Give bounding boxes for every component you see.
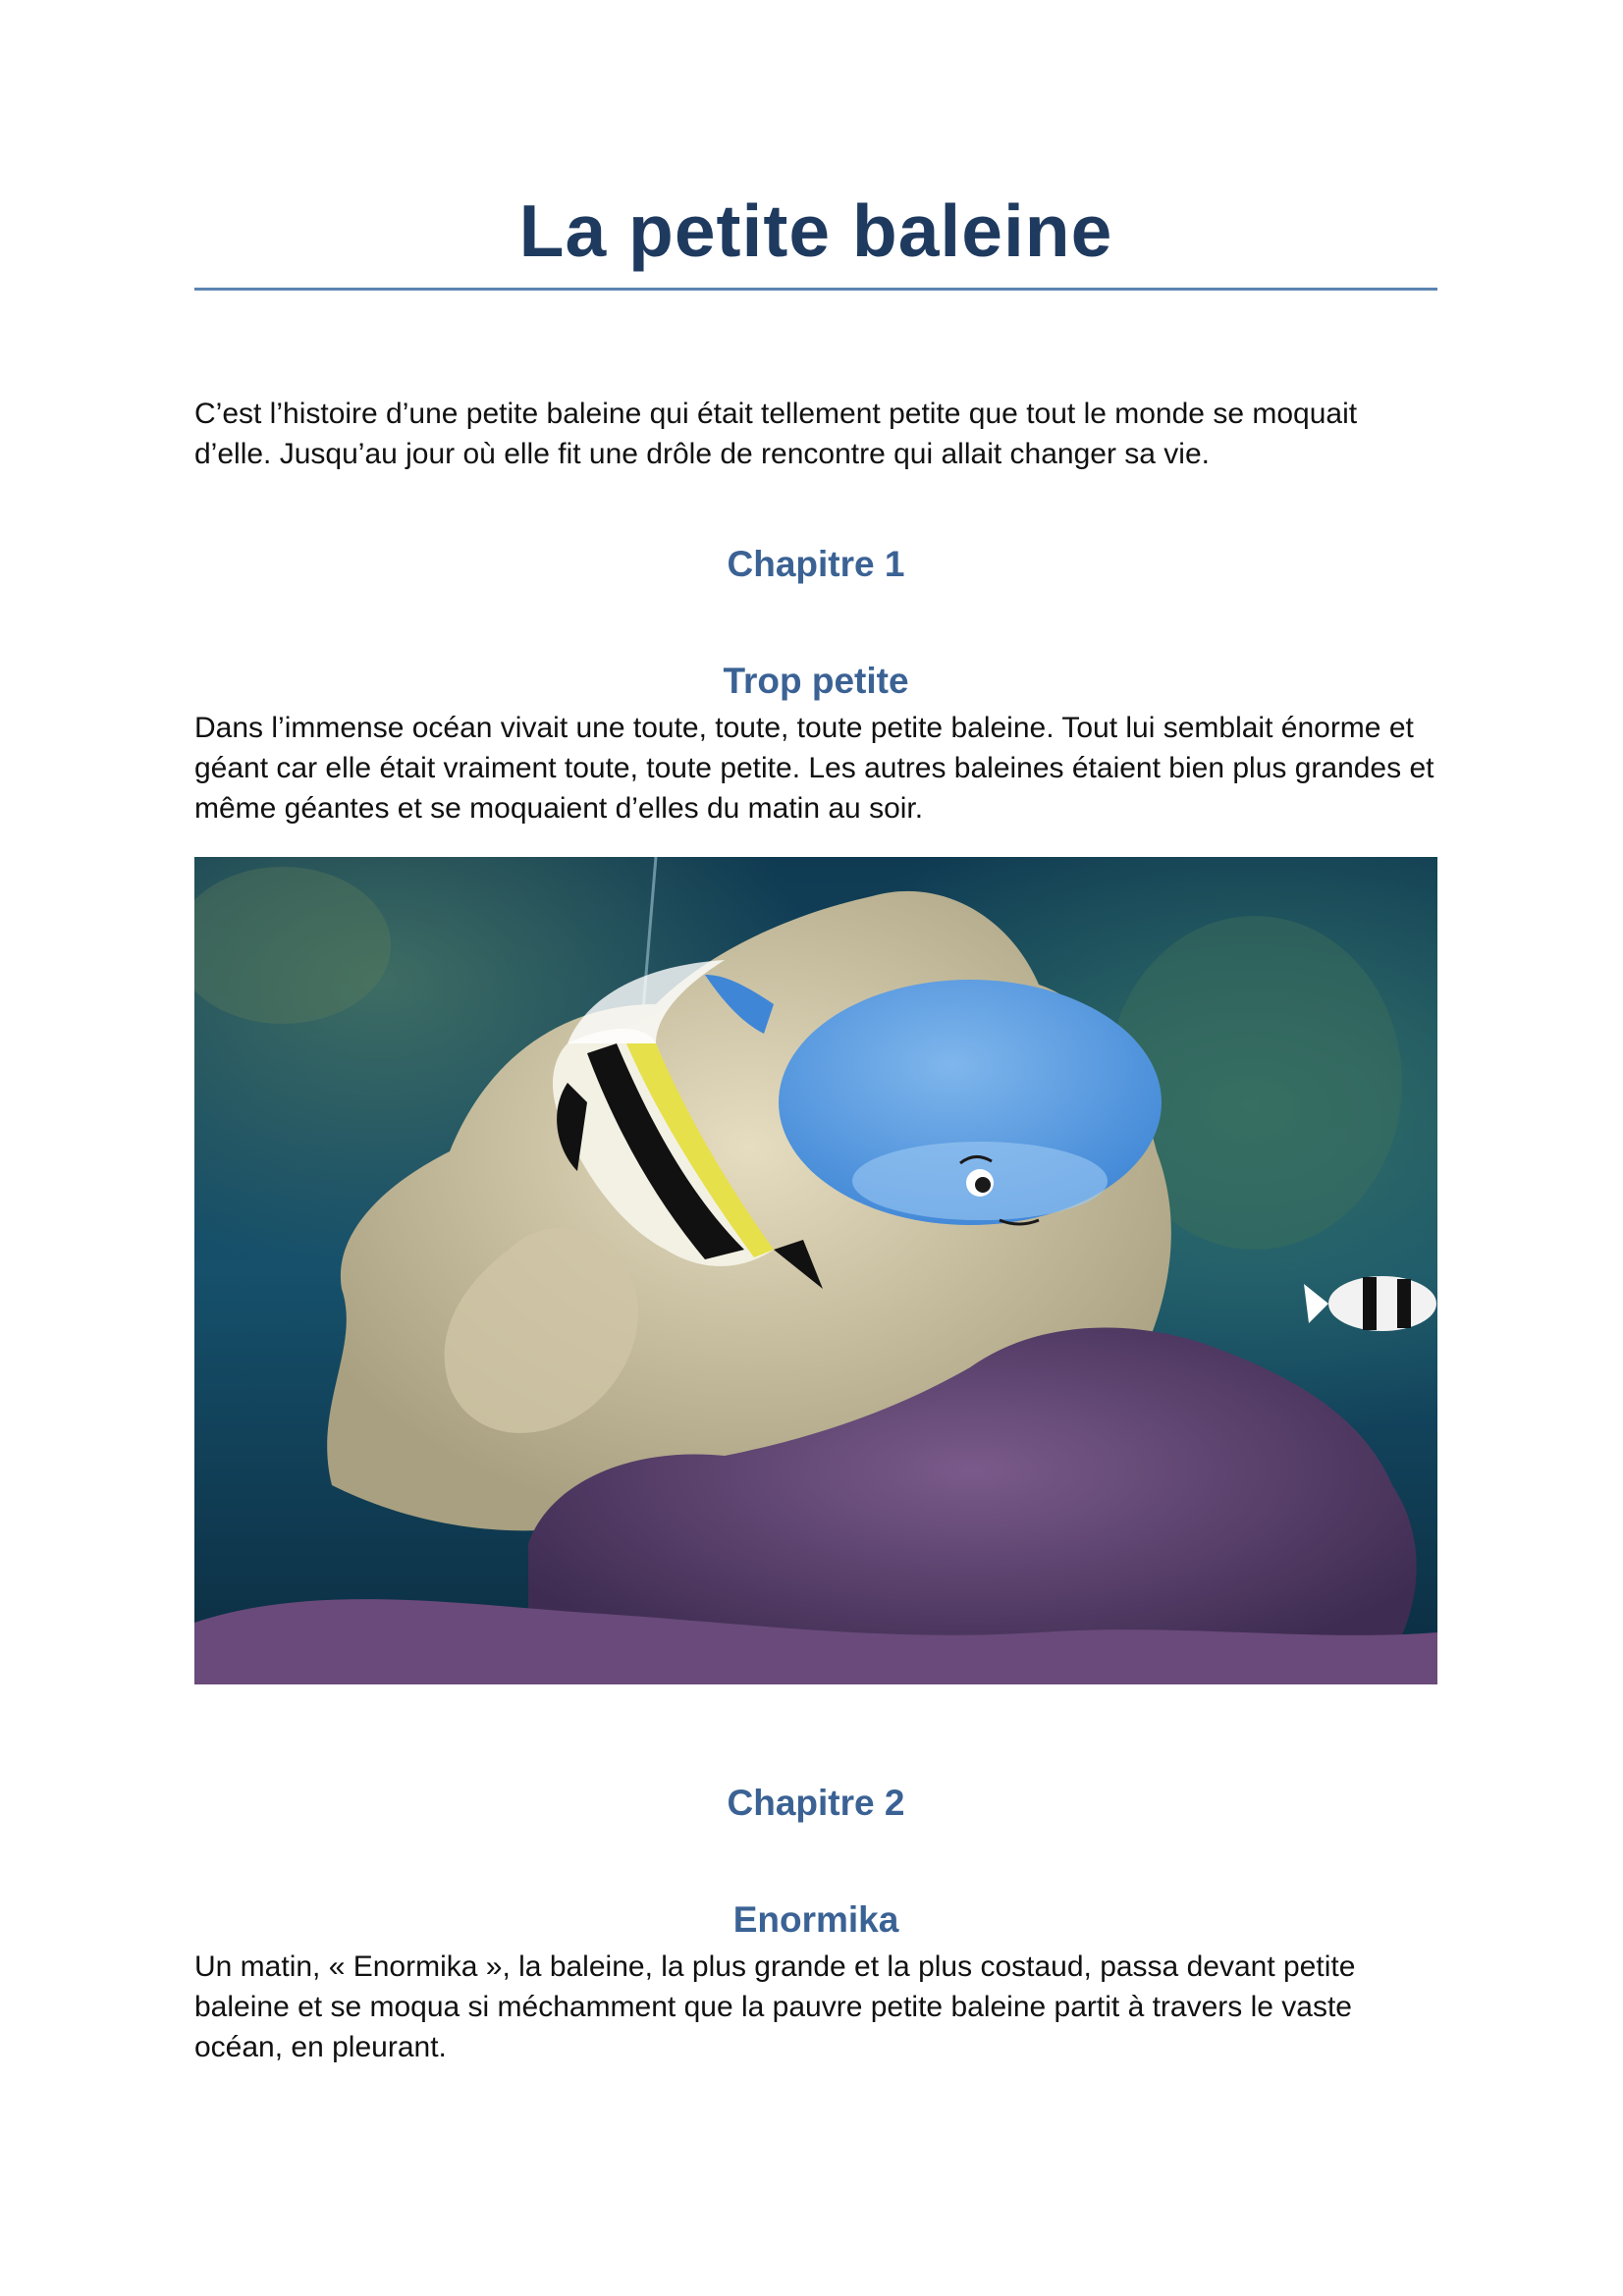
chapter-2-label: Chapitre 2	[727, 1783, 905, 1823]
underwater-illustration	[194, 857, 1437, 1684]
reef-scene-image	[194, 857, 1437, 1684]
title-divider	[194, 288, 1437, 291]
chapter-2-title: Enormika	[732, 1899, 899, 1940]
document-title: La petite baleine	[518, 189, 1113, 272]
intro-paragraph: C’est l’histoire d’une petite baleine qui était tellement petite que tout le monde se moquait d’elle. Jusqu’au jour où elle fit une drôle de rencontre qui allait changer sa vie.	[194, 398, 1358, 470]
chapter-1-paragraph: Dans l’immense océan vivait une toute, toute, toute petite baleine. Tout lui semblait énorme et géant car elle était vraiment toute, toute petite. Les autres baleines étaient bien plus grandes et même géantes et se moquaient d’elles du matin au soir.	[194, 712, 1434, 825]
chapter-1-title: Trop petite	[723, 661, 909, 701]
chapter-2-paragraph: Un matin, « Enormika », la baleine, la plus grande et la plus costaud, passa devant petite baleine et se moqua si méchamment que la pauvre petite baleine partit à travers le vaste océan, en pleurant.	[194, 1950, 1356, 2063]
chapter-1-label: Chapitre 1	[727, 544, 905, 584]
